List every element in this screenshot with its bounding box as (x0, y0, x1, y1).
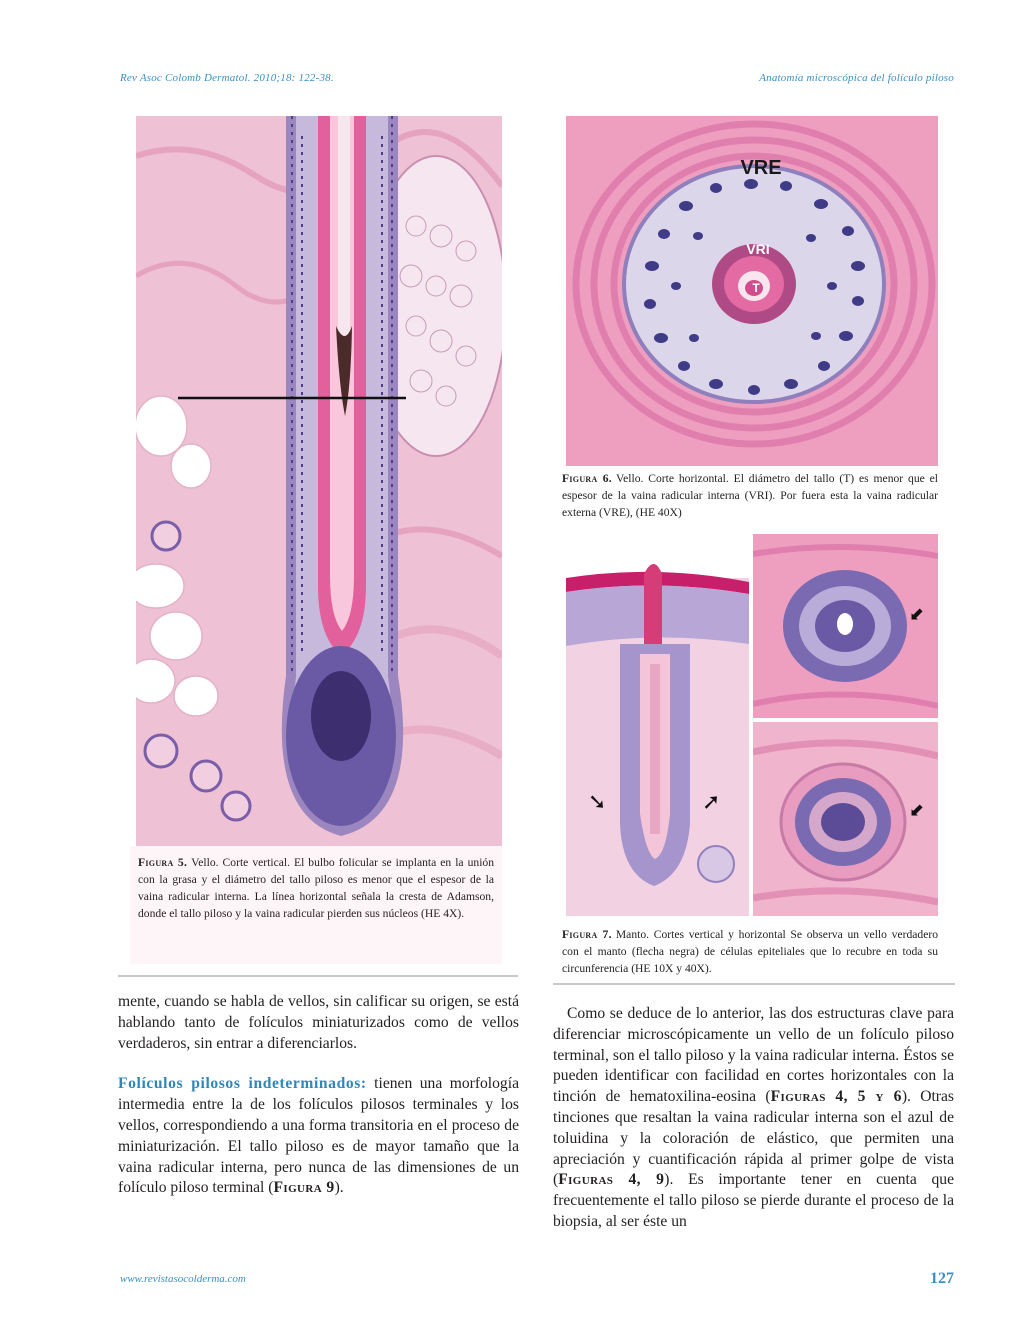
separator-rule-right (553, 983, 955, 985)
paragraph-indeterminados (118, 1074, 519, 1199)
figure-ref-4-9: Figuras 4, 9 (558, 1171, 665, 1189)
figure-5-caption (130, 846, 502, 964)
figure-7a-svg (566, 534, 749, 916)
paragraph-estructuras-text-2: ). Otras tinciones que resaltan la vaina radicular interna son el azul de toluidina y la coloración de elástico, que permiten una apreciación y cuantificación rápida al primer golpe de vista ( (553, 1088, 954, 1189)
figure-6-label: Figura 6. (562, 472, 613, 485)
footer-website: www.revistasocolderma.com (120, 1273, 246, 1285)
paragraph-estructuras-text-1: Como se deduce de lo anterior, las dos estructuras clave para diferenciar microscópicamente un vello de un folículo piloso terminal, son el tallo piloso y la vaina radicular interna. Éstos se pueden identificar con facilidad en cortes horizontales con la tinción de hematoxilina-eosina ( (553, 1005, 954, 1106)
page-number: 127 (930, 1270, 954, 1287)
label-t: T (752, 281, 760, 295)
paragraph-estructuras-text-3: ). Es importante tener en cuenta que frecuentemente el tallo piloso se pierde durante el proceso de la biopsia, al ser éste un (553, 1171, 955, 1230)
figure-7-label: Figura 7. (562, 928, 612, 941)
paragraph-indeterminados-end: ). (334, 1179, 344, 1197)
figure-7-caption-text: Manto. Cortes vertical y horizontal Se observa un vello verdadero con el manto (flecha negra) de células epiteliales que lo recubre en toda su circunferencia (HE 10X y 40X). (562, 928, 938, 975)
mantle-arrow-left: ➘ (588, 790, 607, 815)
figure-6-micrograph (566, 116, 938, 466)
figure-ref-9: Figura 9 (273, 1179, 335, 1197)
figure-5-svg (136, 116, 502, 846)
figure-7c-svg (753, 722, 938, 916)
paragraph-estructuras-clave (553, 1004, 954, 1233)
subheading-indeterminados: Folículos pilosos indeterminados: (118, 1075, 367, 1093)
figure-5-micrograph (136, 116, 502, 846)
figure-7b-svg (753, 534, 938, 718)
label-vre: VRE (740, 157, 782, 179)
mantle-arrow-7b: ⬋ (909, 604, 925, 625)
figure-6-caption (562, 470, 938, 521)
mantle-arrow-right: ➚ (702, 790, 721, 815)
figure-7a-micrograph (566, 534, 749, 916)
figure-5-caption-text: Vello. Corte vertical. El bulbo folicular se implanta en la unión con la grasa y el diámetro del tallo piloso es menor que el espesor de la vaina radicular interna. La línea horizontal señala la cresta de Adamson, donde el tallo piloso y la vaina radicular pierden sus núcleos (HE 4X). (138, 856, 495, 920)
figure-6-svg (566, 116, 938, 466)
separator-rule-left (118, 975, 518, 977)
mantle-arrow-7c: ⬋ (909, 800, 925, 821)
figure-7b-micrograph (753, 534, 938, 718)
label-vri: VRI (746, 241, 770, 257)
paragraph-vellos-continuation: mente, cuando se habla de vellos, sin calificar su origen, se está hablando tanto de folículos miniaturizados como de vellos verdaderos, sin entrar a diferenciarlos. (118, 993, 519, 1052)
body-column-left (118, 992, 519, 1199)
figure-5-label: Figura 5. (138, 856, 188, 869)
figure-7-caption (562, 926, 938, 977)
figure-7c-micrograph (753, 722, 938, 916)
body-column-right (553, 1004, 954, 1233)
paragraph-indeterminados-text: tienen una morfología intermedia entre la de los folículos pilosos terminales y los vellos, correspondiendo a una forma transitoria en el proceso de miniaturización. El tallo piloso es de mayor tamaño que la vaina radicular interna, pero nunca de las dimensiones de un folículo piloso terminal ( (118, 1075, 519, 1197)
running-head-journal: Rev Asoc Colomb Dermatol. 2010;18: 122-38. (120, 72, 334, 84)
running-head-article-title: Anatomía microscópica del folículo piloso (759, 72, 954, 84)
figure-ref-4-5-6: Figuras 4, 5 y 6 (770, 1088, 902, 1106)
figure-6-caption-text: Vello. Corte horizontal. El diámetro del tallo (T) es menor que el espesor de la vaina radicular interna (VRI). Por fuera esta la vaina radicular externa (VRE), (HE 40X) (562, 472, 938, 519)
